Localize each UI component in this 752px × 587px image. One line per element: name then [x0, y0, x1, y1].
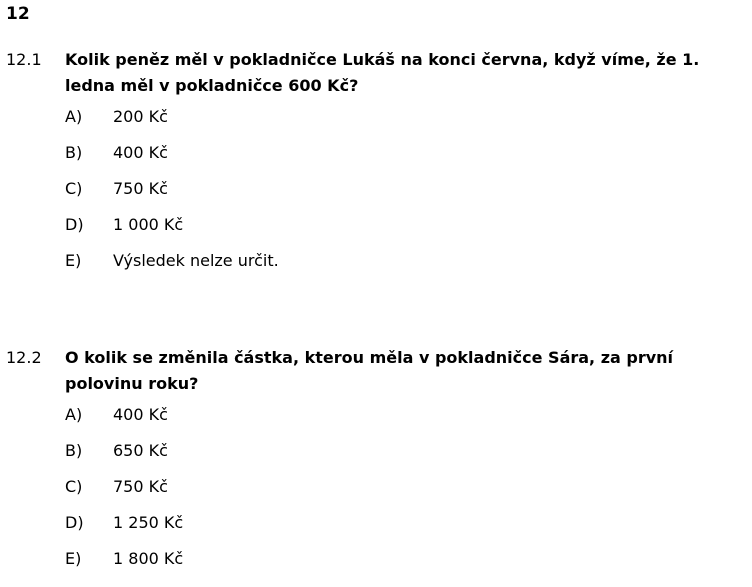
- option-text: 750 Kč: [113, 477, 168, 496]
- option-letter: C): [65, 477, 83, 496]
- option-letter: A): [65, 405, 83, 424]
- option-letter: D): [65, 513, 84, 532]
- option-letter: C): [65, 179, 83, 198]
- option-letter: E): [65, 549, 82, 568]
- option-a[interactable]: [6, 404, 746, 440]
- option-c[interactable]: [6, 476, 746, 512]
- option-e[interactable]: [6, 250, 746, 286]
- option-letter: B): [65, 441, 83, 460]
- option-letter: A): [65, 107, 83, 126]
- option-text: 650 Kč: [113, 441, 168, 460]
- option-text: 400 Kč: [113, 143, 168, 162]
- option-letter: B): [65, 143, 83, 162]
- option-d[interactable]: [6, 214, 746, 250]
- question-number: 12.1: [6, 50, 42, 69]
- option-text: 750 Kč: [113, 179, 168, 198]
- option-text: 1 800 Kč: [113, 549, 184, 568]
- question-header: [6, 47, 746, 99]
- question-12-2: [6, 345, 746, 584]
- option-text: Výsledek nelze určit.: [113, 251, 279, 270]
- task-number: 12: [6, 4, 30, 24]
- option-text: 200 Kč: [113, 107, 168, 126]
- option-text: 400 Kč: [113, 405, 168, 424]
- option-c[interactable]: [6, 178, 746, 214]
- option-b[interactable]: [6, 440, 746, 476]
- option-text: 1 250 Kč: [113, 513, 184, 532]
- question-text: O kolik se změnila částka, kterou měla v pokladničce Sára, za první polovinu roku?: [65, 348, 674, 393]
- question-number: 12.2: [6, 348, 42, 367]
- option-text: 1 000 Kč: [113, 215, 184, 234]
- option-b[interactable]: [6, 142, 746, 178]
- answer-options: [6, 404, 746, 584]
- option-letter: D): [65, 215, 84, 234]
- option-e[interactable]: [6, 548, 746, 584]
- answer-options: [6, 106, 746, 286]
- option-letter: E): [65, 251, 82, 270]
- question-12-1: [6, 47, 746, 286]
- option-a[interactable]: [6, 106, 746, 142]
- question-text: Kolik peněz měl v pokladničce Lukáš na konci června, když víme, že 1. ledna měl v pokladničce 600 Kč?: [65, 50, 700, 95]
- question-header: [6, 345, 746, 397]
- option-d[interactable]: [6, 512, 746, 548]
